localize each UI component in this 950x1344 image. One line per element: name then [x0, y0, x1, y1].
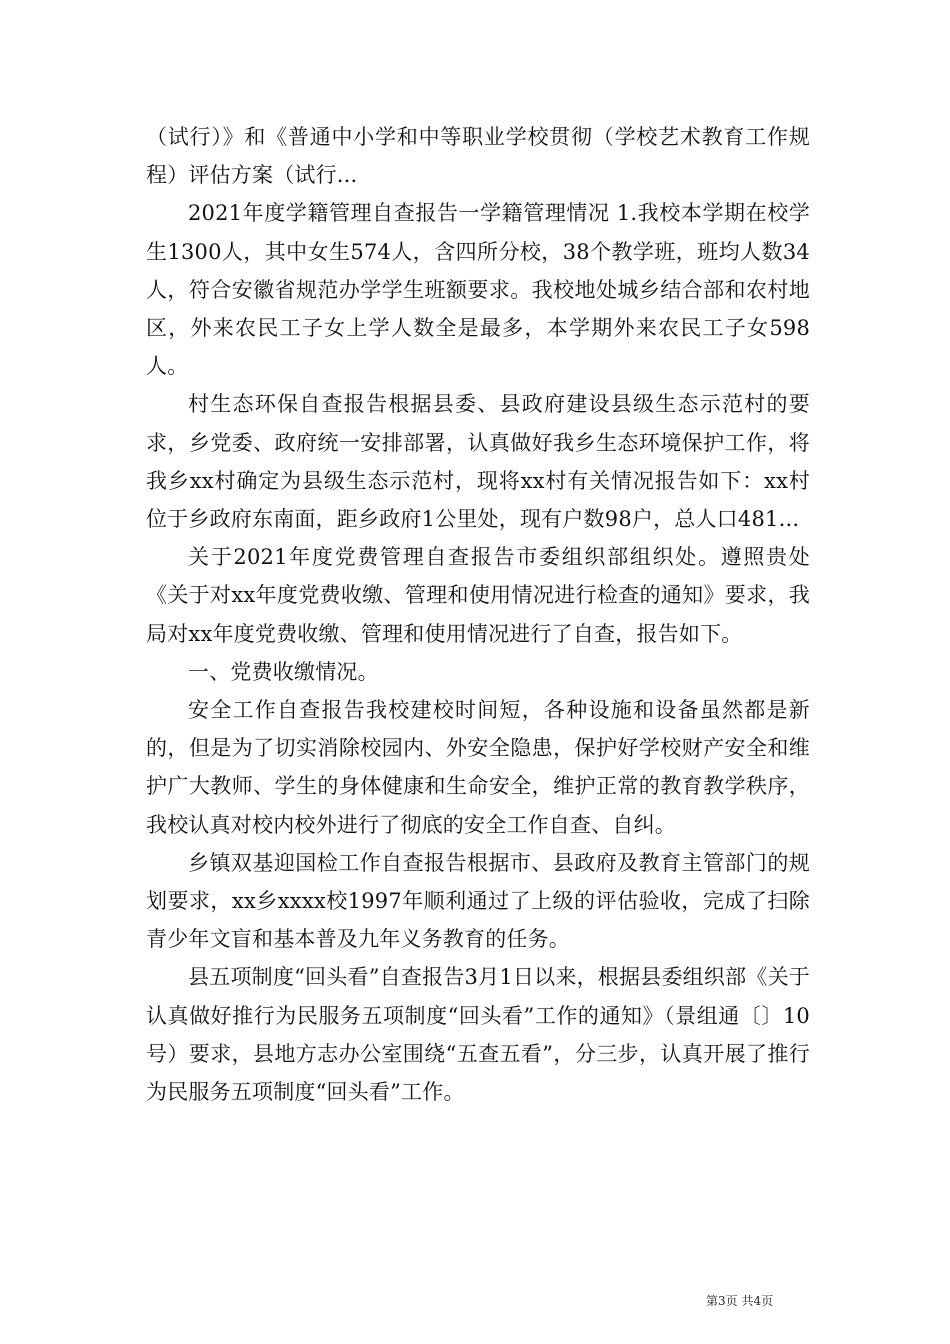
paragraph-5: 一、党费收缴情况。 — [188, 659, 379, 684]
paragraph-1: （试行）》和《普通中小学和中等职业学校贯彻（学校艺术教育工作规程）评估方案（试行... — [146, 125, 810, 188]
paragraph-7: 乡镇双基迎国检工作自查报告根据市、县政府及教育主管部门的规划要求，xx乡xxxx校1997年顺利通过了上级的评估验收，完成了扫除青少年文盲和基本普及九年义务教育的任务。 — [146, 850, 810, 952]
paragraph-3: 村生态环保自查报告根据县委、县政府建设县级生态示范村的要求，乡党委、政府统一安排部署，认真做好我乡生态环境保护工作，将我乡xx村确定为县级生态示范村，现将xx村有关情况报告如下：xx村位于乡政府东南面，距乡政府1公里处，现有户数98户，总人口481... — [146, 392, 810, 532]
paragraph-4: 关于2021年度党费管理自查报告市委组织部组织处。遵照贵处《关于对xx年度党费收缴、管理和使用情况进行检查的通知》要求，我局对xx年度党费收缴、管理和使用情况进行了自查，报告如下。 — [146, 545, 810, 646]
paragraph-2: 2021年度学籍管理自查报告一学籍管理情况 1.我校本学期在校学生1300人，其中女生574人，含四所分校，38个教学班，班均人数34人，符合安徽省规范办学学生班额要求。我校地处城乡结合部和农村地区，外来农民工子女上学人数全是最多，本学期外来农民工子女598人。 — [146, 201, 810, 379]
paragraph-6: 安全工作自查报告我校建校时间短，各种设施和设备虽然都是新的，但是为了切实消除校园内、外安全隐患，保护好学校财产安全和维护广大教师、学生的身体健康和生命安全，维护正常的教育教学秩序，我校认真对校内校外进行了彻底的安全工作自查、自纠。 — [146, 698, 810, 837]
paragraph-8: 县五项制度“回头看”自查报告3月1日以来，根据县委组织部《关于认真做好推行为民服务五项制度“回头看”工作的通知》（景组通〔〕10号）要求，县地方志办公室围绕“五查五看”，分三步，认真开展了推行为民服务五项制度“回头看”工作。 — [146, 965, 810, 1105]
document-body — [146, 118, 810, 1111]
page-number: 第3页 共4页 — [706, 1294, 774, 1308]
